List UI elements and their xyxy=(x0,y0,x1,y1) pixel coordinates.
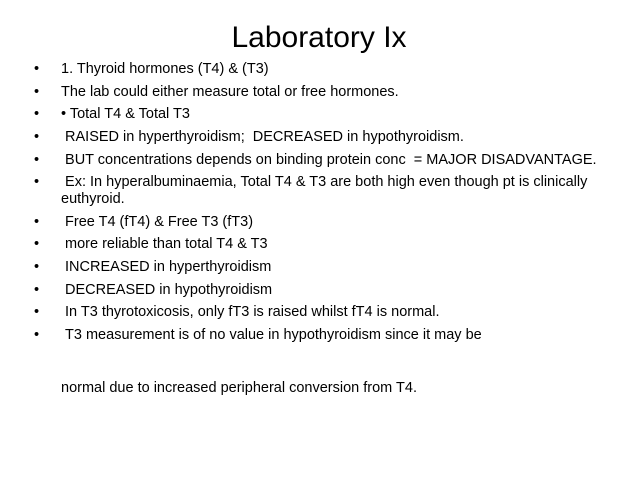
bullet-marker: • xyxy=(34,83,40,100)
bullet-list xyxy=(34,61,609,350)
bullet-item xyxy=(34,236,609,253)
bullet-item xyxy=(34,129,609,146)
bullet-text: BUT concentrations depends on binding protein conc = MAJOR DISADVANTAGE. xyxy=(61,151,597,168)
bullet-marker: • xyxy=(34,327,40,344)
bullet-text: RAISED in hyperthyroidism; DECREASED in hypothyroidism. xyxy=(61,129,464,146)
bullet-marker: • xyxy=(34,259,40,275)
bullet-text: In T3 thyrotoxicosis, only fT3 is raised whilst fT4 is normal. xyxy=(61,304,440,321)
bullet-marker: • xyxy=(34,174,40,191)
bullet-text: INCREASED in hyperthyroidism xyxy=(61,259,272,275)
bullet-text: Free T4 (fT4) & Free T3 (fT3) xyxy=(61,213,254,230)
bullet-item xyxy=(34,152,609,169)
bullet-item xyxy=(34,61,609,78)
bullet-marker: • xyxy=(34,281,40,298)
bullet-marker: • xyxy=(34,61,40,77)
bullet-marker: • xyxy=(34,129,40,146)
bullet-item xyxy=(34,84,609,101)
bullet-marker: • xyxy=(34,213,40,230)
bullet-text: • Total T4 & Total T3 xyxy=(61,106,190,123)
bullet-item xyxy=(34,282,609,299)
bullet-marker: • xyxy=(34,151,40,168)
slide-title: Laboratory Ix xyxy=(231,21,407,54)
bullet-item xyxy=(34,327,609,344)
bullet-marker: • xyxy=(34,236,40,253)
bullet-marker: • xyxy=(34,304,40,321)
bullet-text: T3 measurement is of no value in hypothyroidism since it may be xyxy=(61,327,482,344)
bullet-item xyxy=(34,106,609,123)
bullet-item xyxy=(34,304,609,321)
bullet-item xyxy=(34,174,609,207)
bullet-text: Ex: In hyperalbuminaemia, Total T4 & T3 are both high even though pt is clinically euthyroid. xyxy=(61,174,592,207)
bullet-text: more reliable than total T4 & T3 xyxy=(61,236,268,253)
bullet-text: The lab could either measure total or free hormones. xyxy=(61,83,399,100)
bullet-item xyxy=(34,259,609,276)
bullet-continuation: normal due to increased peripheral conversion from T4. xyxy=(61,380,417,396)
bullet-marker: • xyxy=(34,106,40,123)
bullet-item xyxy=(34,214,609,231)
bullet-text: DECREASED in hypothyroidism xyxy=(61,281,273,298)
bullet-text: 1. Thyroid hormones (T4) & (T3) xyxy=(61,61,269,77)
